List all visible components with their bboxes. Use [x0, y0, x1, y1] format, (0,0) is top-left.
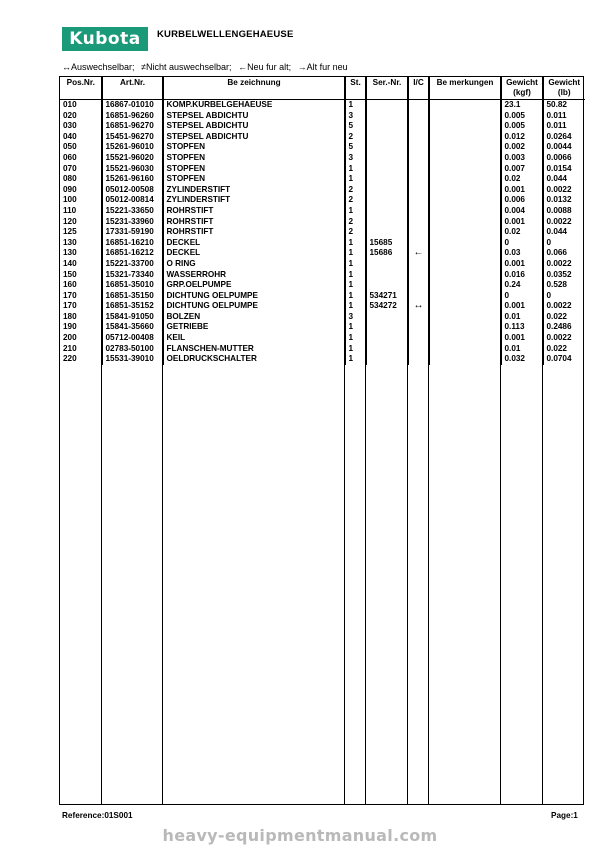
- cell-bem: [429, 301, 501, 312]
- cell-ser: 534271: [366, 291, 408, 302]
- cell-st: 2: [345, 195, 366, 206]
- cell-bem: [429, 238, 501, 249]
- watermark: heavy-equipmentmanual.com: [162, 826, 438, 845]
- cell-art: 15261-96010: [102, 142, 163, 153]
- cell-st: 1: [345, 322, 366, 333]
- cell-bem: [429, 121, 501, 132]
- cell-ic: [408, 100, 429, 111]
- cell-pos: 220: [60, 354, 102, 365]
- cell-st: 1: [345, 164, 366, 175]
- cell-glb: 0.044: [546, 174, 567, 184]
- cell-glb: 0.0022: [546, 258, 572, 268]
- cell-pos: 125: [60, 227, 102, 238]
- cell-glb: 0.0022: [546, 184, 572, 194]
- cell-bem: [429, 100, 501, 111]
- cell-art: 15841-35660: [102, 322, 163, 333]
- table-row: [60, 322, 585, 333]
- cell-st: 1: [345, 354, 366, 365]
- cell-gkg: 0: [501, 291, 543, 302]
- cell-ic: [408, 238, 429, 249]
- cell-bez: STEPSEL ABDICHTU: [163, 111, 345, 122]
- cell-pos: 090: [60, 185, 102, 196]
- cell-ser: [366, 142, 408, 153]
- cell-ic: [408, 259, 429, 270]
- cell-gkg: 0.01: [501, 344, 543, 355]
- cell-pos: 170: [60, 291, 102, 302]
- cell-ic: [408, 174, 429, 185]
- cell-glb: 0.066: [546, 248, 567, 258]
- cell-pos: 050: [60, 142, 102, 153]
- cell-glb: 0.011: [546, 110, 567, 120]
- cell-glb: 0.0264: [546, 131, 572, 141]
- cell-ser: [366, 344, 408, 355]
- cell-gkg: 0.24: [501, 280, 543, 291]
- cell-bem: [429, 280, 501, 291]
- cell-gkg: 0.005: [501, 111, 543, 122]
- cell-st: 1: [345, 291, 366, 302]
- cell-glb: 0.022: [546, 311, 567, 321]
- cell-gkg: 0.006: [501, 195, 543, 206]
- cell-gkg: 0.001: [501, 301, 543, 312]
- cell-ic: [408, 270, 429, 281]
- cell-glb: 0.0132: [546, 195, 572, 205]
- table-row: [60, 354, 585, 365]
- cell-bez: STOPFEN: [163, 142, 345, 153]
- cell-pos: 180: [60, 312, 102, 323]
- cell-st: 5: [345, 121, 366, 132]
- cell-st: 1: [345, 280, 366, 291]
- cell-bem: [429, 217, 501, 228]
- cell-gkg: 0.016: [501, 270, 543, 281]
- cell-bez: KOMP.KURBELGEHAEUSE: [163, 100, 345, 111]
- cell-pos: 110: [60, 206, 102, 217]
- cell-st: 1: [345, 301, 366, 312]
- cell-ic: [408, 142, 429, 153]
- cell-st: 1: [345, 259, 366, 270]
- table-row: [60, 111, 585, 122]
- table-header-row: [60, 77, 585, 100]
- cell-st: 2: [345, 132, 366, 143]
- cell-pos: 100: [60, 195, 102, 206]
- cell-glb: 50.82: [546, 100, 567, 109]
- page-number: Page:1: [551, 811, 578, 820]
- cell-art: 15321-73340: [102, 270, 163, 281]
- cell-bez: ZYLINDERSTIFT: [163, 195, 345, 206]
- cell-bez: ROHRSTIFT: [163, 217, 345, 228]
- cell-bez: DECKEL: [163, 238, 345, 249]
- cell-st: 3: [345, 312, 366, 323]
- table-row: [60, 174, 585, 185]
- cell-ic: [408, 280, 429, 291]
- cell-glb: 0.0352: [546, 269, 572, 279]
- legend-old-for-new: →Alt fur neu: [297, 62, 348, 72]
- cell-ser: [366, 185, 408, 196]
- cell-pos: 140: [60, 259, 102, 270]
- cell-glb: 0.022: [546, 343, 567, 353]
- kubota-logo: [62, 27, 148, 51]
- cell-bem: [429, 270, 501, 281]
- header-gewicht-lb: Gewicht (lb): [543, 77, 585, 100]
- cell-bez: GRP.OELPUMPE: [163, 280, 345, 291]
- cell-ser: [366, 280, 408, 291]
- cell-st: 5: [345, 142, 366, 153]
- cell-bez: STEPSEL ABDICHTU: [163, 132, 345, 143]
- cell-bez: BOLZEN: [163, 312, 345, 323]
- table-row: [60, 291, 585, 302]
- cell-ser: [366, 153, 408, 164]
- cell-glb: 0.044: [546, 227, 567, 237]
- table-row: [60, 185, 585, 196]
- table-row: [60, 164, 585, 175]
- cell-art: 15841-91050: [102, 312, 163, 323]
- cell-art: 15221-33650: [102, 206, 163, 217]
- header-pos: Pos.Nr.: [60, 77, 102, 100]
- header-bezeichnung: Be zeichnung: [163, 77, 345, 100]
- cell-glb: 0.528: [546, 280, 567, 290]
- cell-bez: WASSERROHR: [163, 270, 345, 281]
- table-row: [60, 195, 585, 206]
- cell-st: 2: [345, 185, 366, 196]
- cell-bem: [429, 248, 501, 259]
- cell-bez: O RING: [163, 259, 345, 270]
- cell-glb: 0.0066: [546, 152, 572, 162]
- cell-bez: DECKEL: [163, 248, 345, 259]
- cell-pos: 020: [60, 111, 102, 122]
- cell-gkg: 0.001: [501, 185, 543, 196]
- cell-bem: [429, 344, 501, 355]
- cell-art: 16851-35152: [102, 301, 163, 312]
- cell-pos: 010: [60, 100, 102, 111]
- cell-ic: [408, 354, 429, 365]
- cell-art: 05712-00408: [102, 333, 163, 344]
- cell-pos: 130: [60, 248, 102, 259]
- cell-art: 15231-33960: [102, 217, 163, 228]
- cell-st: 1: [345, 344, 366, 355]
- page-title: KURBELWELLENGEHAEUSE: [157, 29, 294, 40]
- legend-not-interchangeable: ≠Nicht auswechselbar;: [141, 62, 232, 72]
- table-row: [60, 248, 585, 259]
- header-gewicht-kgf: Gewicht (kgf): [501, 77, 543, 100]
- cell-ic: [408, 291, 429, 302]
- cell-gkg: 0: [501, 238, 543, 249]
- table-row: [60, 217, 585, 228]
- cell-ic: [408, 132, 429, 143]
- cell-glb: 0.0022: [546, 216, 572, 226]
- cell-st: 2: [345, 227, 366, 238]
- cell-bem: [429, 111, 501, 122]
- cell-art: 15221-33700: [102, 259, 163, 270]
- cell-bez: ROHRSTIFT: [163, 206, 345, 217]
- cell-ser: [366, 132, 408, 143]
- cell-ser: 534272: [366, 301, 408, 312]
- cell-bez: GETRIEBE: [163, 322, 345, 333]
- table-row: [60, 100, 585, 111]
- table-row: [60, 270, 585, 281]
- table-row: [60, 132, 585, 143]
- cell-art: 15261-96160: [102, 174, 163, 185]
- cell-bez: OELDRUCKSCHALTER: [163, 354, 345, 365]
- cell-gkg: 0.01: [501, 312, 543, 323]
- cell-glb: 0: [546, 290, 552, 300]
- cell-ic: ←: [408, 248, 429, 259]
- cell-ic: [408, 153, 429, 164]
- cell-gkg: 0.001: [501, 217, 543, 228]
- cell-gkg: 0.113: [501, 322, 543, 333]
- cell-st: 1: [345, 270, 366, 281]
- cell-gkg: 0.03: [501, 248, 543, 259]
- cell-glb: 0.0088: [546, 205, 572, 215]
- cell-art: 16851-16212: [102, 248, 163, 259]
- parts-table: [59, 76, 584, 805]
- cell-bez: STOPFEN: [163, 164, 345, 175]
- cell-ser: 15686: [366, 248, 408, 259]
- cell-ser: [366, 270, 408, 281]
- cell-gkg: 23.1: [501, 100, 543, 111]
- cell-gkg: 0.02: [501, 227, 543, 238]
- cell-bez: FLANSCHEN-MUTTER: [163, 344, 345, 355]
- cell-ser: [366, 217, 408, 228]
- cell-pos: 160: [60, 280, 102, 291]
- cell-art: 05012-00508: [102, 185, 163, 196]
- cell-bem: [429, 185, 501, 196]
- logo-text: Kubota: [69, 29, 141, 49]
- cell-pos: 190: [60, 322, 102, 333]
- cell-bem: [429, 132, 501, 143]
- cell-ic: ↔: [408, 301, 429, 312]
- cell-ic: [408, 164, 429, 175]
- table-row: [60, 301, 585, 312]
- cell-art: 02783-50100: [102, 344, 163, 355]
- table-row: [60, 206, 585, 217]
- cell-gkg: 0.001: [501, 259, 543, 270]
- cell-pos: 210: [60, 344, 102, 355]
- cell-ser: [366, 312, 408, 323]
- cell-art: 16851-35150: [102, 291, 163, 302]
- table-row: [60, 344, 585, 355]
- cell-art: 16851-35010: [102, 280, 163, 291]
- cell-pos: 030: [60, 121, 102, 132]
- cell-ic: [408, 322, 429, 333]
- cell-gkg: 0.001: [501, 333, 543, 344]
- cell-bem: [429, 164, 501, 175]
- cell-ic: [408, 206, 429, 217]
- cell-gkg: 0.007: [501, 164, 543, 175]
- cell-art: 15531-39010: [102, 354, 163, 365]
- cell-ic: [408, 121, 429, 132]
- cell-ser: [366, 174, 408, 185]
- parts-table-grid: [60, 77, 585, 365]
- cell-ic: [408, 312, 429, 323]
- cell-gkg: 0.004: [501, 206, 543, 217]
- table-row: [60, 121, 585, 132]
- cell-gkg: 0.032: [501, 354, 543, 365]
- cell-ser: 15685: [366, 238, 408, 249]
- cell-art: 15521-96020: [102, 153, 163, 164]
- cell-st: 1: [345, 333, 366, 344]
- cell-bez: STOPFEN: [163, 153, 345, 164]
- cell-bez: DICHTUNG OELPUMPE: [163, 301, 345, 312]
- cell-st: 1: [345, 174, 366, 185]
- cell-pos: 130: [60, 238, 102, 249]
- header-ic: I/C: [408, 77, 429, 100]
- table-row: [60, 280, 585, 291]
- cell-bem: [429, 259, 501, 270]
- cell-bem: [429, 354, 501, 365]
- cell-ic: [408, 333, 429, 344]
- cell-ser: [366, 164, 408, 175]
- table-row: [60, 142, 585, 153]
- cell-art: 05012-00814: [102, 195, 163, 206]
- cell-glb: 0.0044: [546, 142, 572, 152]
- cell-ic: [408, 111, 429, 122]
- cell-ser: [366, 322, 408, 333]
- cell-art: 16867-01010: [102, 100, 163, 111]
- cell-bez: ZYLINDERSTIFT: [163, 185, 345, 196]
- cell-ser: [366, 195, 408, 206]
- cell-art: 17331-59190: [102, 227, 163, 238]
- cell-glb: 0: [546, 237, 552, 247]
- cell-glb: 0.0704: [546, 354, 572, 364]
- cell-glb: 0.0022: [546, 301, 572, 311]
- cell-ser: [366, 354, 408, 365]
- cell-ser: [366, 111, 408, 122]
- cell-bem: [429, 142, 501, 153]
- cell-st: 1: [345, 238, 366, 249]
- cell-st: 1: [345, 206, 366, 217]
- cell-pos: 060: [60, 153, 102, 164]
- cell-bem: [429, 195, 501, 206]
- cell-art: 15521-96030: [102, 164, 163, 175]
- cell-pos: 070: [60, 164, 102, 175]
- cell-bem: [429, 174, 501, 185]
- cell-ic: [408, 217, 429, 228]
- cell-bem: [429, 322, 501, 333]
- cell-bem: [429, 153, 501, 164]
- cell-ser: [366, 100, 408, 111]
- cell-bez: STOPFEN: [163, 174, 345, 185]
- cell-bem: [429, 206, 501, 217]
- cell-glb: 0.011: [546, 121, 567, 131]
- cell-bem: [429, 333, 501, 344]
- cell-art: 16851-96260: [102, 111, 163, 122]
- cell-glb: 0.2486: [546, 322, 572, 332]
- cell-pos: 120: [60, 217, 102, 228]
- header-ser: Ser.-Nr.: [366, 77, 408, 100]
- legend-interchangeable: ↔Auswechselbar;: [62, 62, 135, 72]
- cell-gkg: 0.02: [501, 174, 543, 185]
- cell-pos: 040: [60, 132, 102, 143]
- cell-st: 1: [345, 100, 366, 111]
- cell-bez: ROHRSTIFT: [163, 227, 345, 238]
- cell-gkg: 0.003: [501, 153, 543, 164]
- reference-label: Reference:01S001: [62, 811, 133, 820]
- header-art: Art.Nr.: [102, 77, 163, 100]
- cell-ser: [366, 121, 408, 132]
- legend-new-for-old: ←Neu fur alt;: [238, 62, 292, 72]
- cell-gkg: 0.005: [501, 121, 543, 132]
- cell-bez: STEPSEL ABDICHTU: [163, 121, 345, 132]
- cell-pos: 200: [60, 333, 102, 344]
- cell-bez: DICHTUNG OELPUMPE: [163, 291, 345, 302]
- cell-art: 15451-96270: [102, 132, 163, 143]
- table-row: [60, 333, 585, 344]
- cell-pos: 150: [60, 270, 102, 281]
- legend: [62, 62, 352, 72]
- cell-bez: KEIL: [163, 333, 345, 344]
- cell-art: 16851-16210: [102, 238, 163, 249]
- cell-bem: [429, 312, 501, 323]
- table-row: [60, 153, 585, 164]
- cell-st: 3: [345, 111, 366, 122]
- cell-art: 16851-96270: [102, 121, 163, 132]
- header-st: St.: [345, 77, 366, 100]
- cell-gkg: 0.002: [501, 142, 543, 153]
- table-row: [60, 227, 585, 238]
- cell-pos: 080: [60, 174, 102, 185]
- table-row: [60, 238, 585, 249]
- cell-ser: [366, 227, 408, 238]
- table-row: [60, 259, 585, 270]
- cell-ic: [408, 344, 429, 355]
- cell-bem: [429, 291, 501, 302]
- cell-gkg: 0.012: [501, 132, 543, 143]
- cell-pos: 170: [60, 301, 102, 312]
- cell-ser: [366, 259, 408, 270]
- cell-bem: [429, 227, 501, 238]
- cell-ser: [366, 206, 408, 217]
- cell-st: 2: [345, 217, 366, 228]
- cell-glb: 0.0022: [546, 333, 572, 343]
- cell-glb: 0.0154: [546, 163, 572, 173]
- table-row: [60, 312, 585, 323]
- header-bemerkungen: Be merkungen: [429, 77, 501, 100]
- cell-ic: [408, 227, 429, 238]
- cell-ser: [366, 333, 408, 344]
- cell-st: 3: [345, 153, 366, 164]
- cell-ic: [408, 185, 429, 196]
- cell-ic: [408, 195, 429, 206]
- cell-st: 1: [345, 248, 366, 259]
